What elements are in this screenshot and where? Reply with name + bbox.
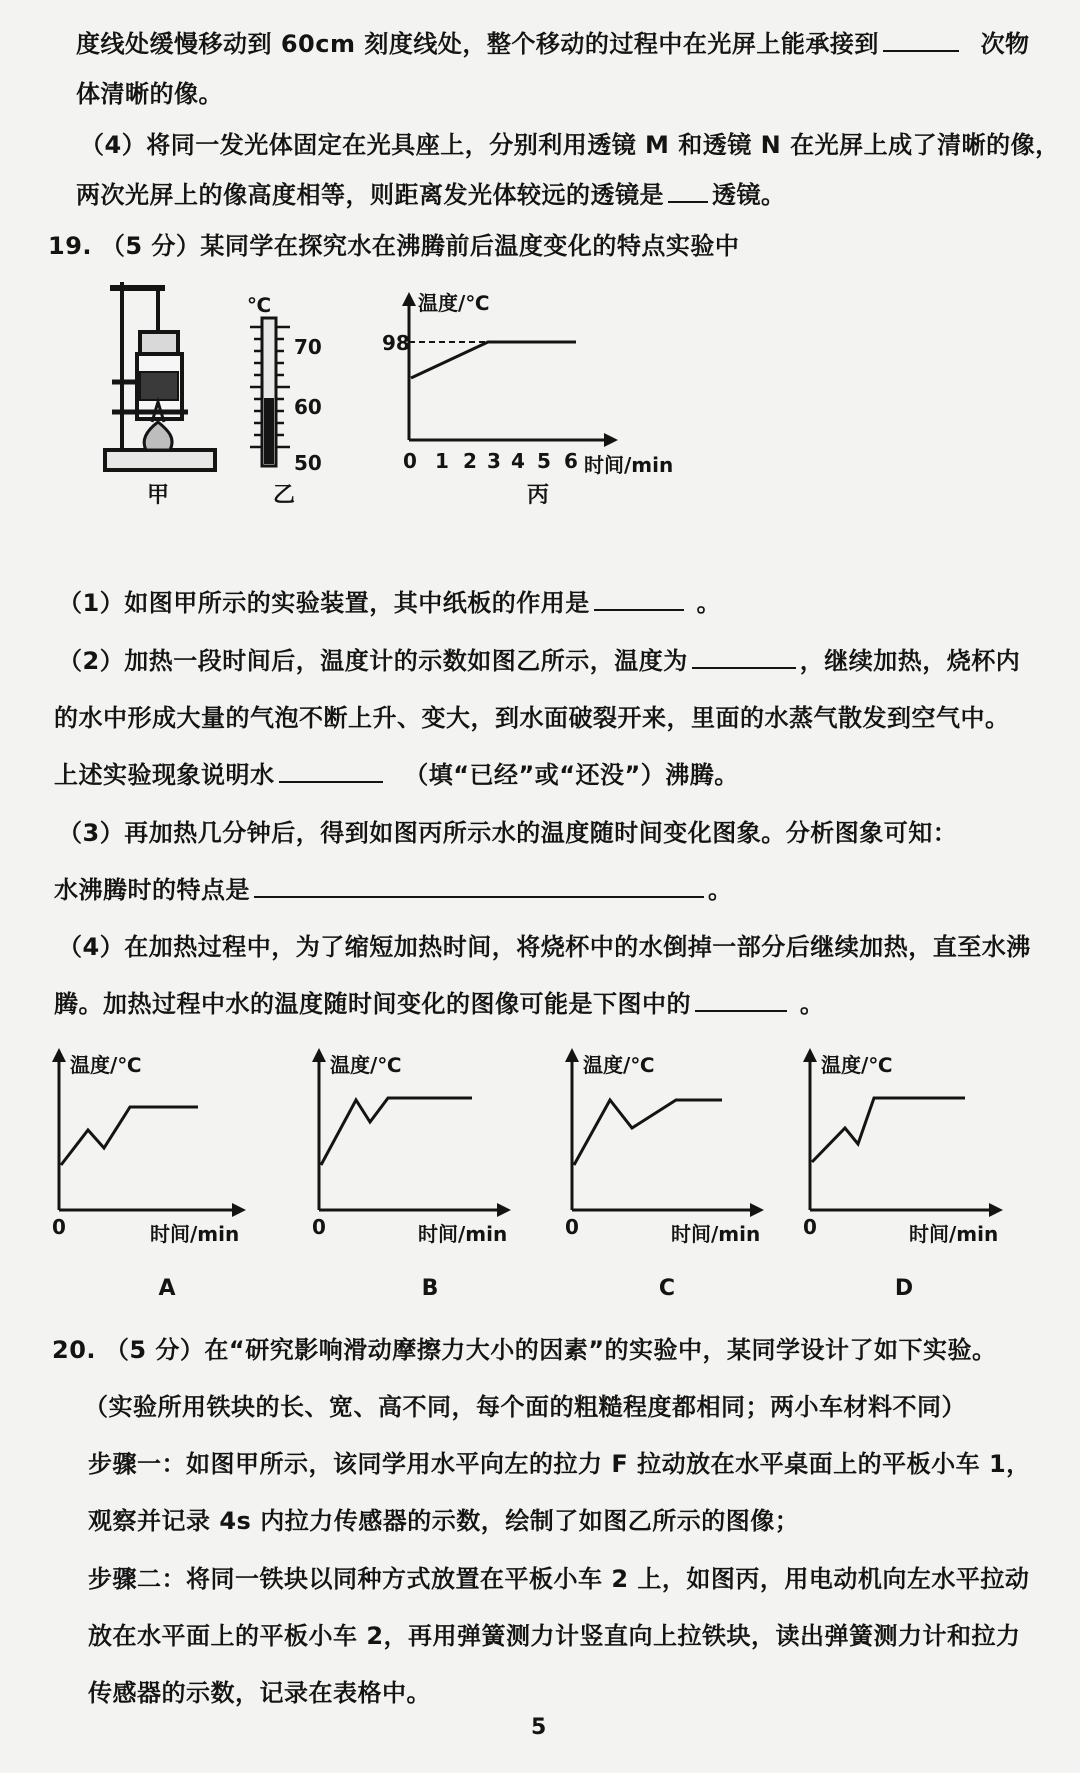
q19-part4-line2: 腾。加热过程中水的温度随时间变化的图像可能是下图中的 。 bbox=[54, 986, 824, 1022]
answer-blank[interactable] bbox=[692, 643, 796, 669]
option-c-xlabel: 时间/min bbox=[671, 1222, 761, 1246]
option-d-origin: 0 bbox=[803, 1215, 817, 1239]
answer-blank[interactable] bbox=[279, 757, 383, 783]
option-c-ylabel: 温度/℃ bbox=[583, 1053, 655, 1077]
graph-x-tick: 6 bbox=[564, 449, 578, 473]
option-a-label[interactable]: A bbox=[158, 1276, 176, 1301]
q18-line1: 度线处缓慢移动到 60cm 刻度线处，整个移动的过程中在光屏上能承接到 次物 bbox=[76, 26, 1030, 62]
q19-option-graphs bbox=[0, 1040, 1080, 1315]
q19-part3-line2: 水沸腾时的特点是 。 bbox=[54, 872, 733, 908]
x-axis-arrow-icon bbox=[604, 433, 618, 447]
arrow-right-icon bbox=[232, 1203, 246, 1217]
graph-x-tick: 2 bbox=[463, 449, 477, 473]
option-b-xlabel: 时间/min bbox=[418, 1222, 508, 1246]
q20-title: 20. （5 分）在“研究影响滑动摩擦力大小的因素”的实验中，某同学设计了如下实验。 bbox=[52, 1336, 997, 1364]
graph-x-tick: 1 bbox=[435, 449, 449, 473]
q20-note: （实验所用铁块的长、宽、高不同，每个面的粗糙程度都相同；两小车材料不同） bbox=[84, 1393, 966, 1421]
temperature-time-graph bbox=[382, 291, 673, 477]
figure-bing-label: 丙 bbox=[526, 483, 550, 508]
graph-x-tick: 3 bbox=[487, 449, 501, 473]
page-number: 5 bbox=[531, 1715, 547, 1740]
figure-yi-label: 乙 bbox=[272, 483, 296, 508]
q19-title: 19. （5 分）某同学在探究水在沸腾前后温度变化的特点实验中 bbox=[48, 232, 740, 260]
option-a-xlabel: 时间/min bbox=[150, 1222, 240, 1246]
q19-part2-line3: 上述实验现象说明水 （填“已经”或“还没”）沸腾。 bbox=[54, 757, 739, 793]
thermometer-tick-50: 50 bbox=[294, 451, 322, 475]
q20-step2-line1: 步骤二：将同一铁块以同种方式放置在平板小车 2 上，如图丙，用电动机向左水平拉动 bbox=[88, 1565, 1030, 1593]
graph-ylabel: 温度/℃ bbox=[418, 291, 490, 315]
q20-step1-line1: 步骤一：如图甲所示，该同学用水平向左的拉力 F 拉动放在水平桌面上的平板小车 1， bbox=[88, 1450, 1031, 1478]
option-b-curve bbox=[321, 1098, 472, 1165]
q19-part1: （1）如图甲所示的实验装置，其中纸板的作用是 。 bbox=[58, 585, 721, 621]
arrow-right-icon bbox=[497, 1203, 511, 1217]
graph-temperature-line bbox=[411, 342, 576, 378]
option-d-label[interactable]: D bbox=[894, 1276, 914, 1301]
answer-blank[interactable] bbox=[594, 585, 684, 611]
option-b-ylabel: 温度/℃ bbox=[330, 1053, 402, 1077]
graph-x-tick: 5 bbox=[537, 449, 551, 473]
q19-figures bbox=[0, 270, 1080, 515]
q18-part4-line1: （4）将同一发光体固定在光具座上，分别利用透镜 M 和透镜 N 在光屏上成了清晰的像， bbox=[80, 131, 1060, 159]
arrow-up-icon bbox=[312, 1048, 326, 1062]
graph-xlabel: 时间/min bbox=[584, 453, 674, 477]
q20-step2-line2: 放在水平面上的平板小车 2，再用弹簧测力计竖直向上拉铁块，读出弹簧测力计和拉力 bbox=[88, 1622, 1021, 1650]
graph-x-tick: 4 bbox=[511, 449, 525, 473]
q19-part2-line1: （2）加热一段时间后，温度计的示数如图乙所示，温度为 ，继续加热，烧杯内 bbox=[58, 643, 1020, 679]
arrow-up-icon bbox=[803, 1048, 817, 1062]
option-d-curve bbox=[812, 1098, 965, 1162]
q19-part2-line2: 的水中形成大量的气泡不断上升、变大，到水面破裂开来，里面的水蒸气散发到空气中。 bbox=[54, 704, 1010, 732]
q20-step1-line2: 观察并记录 4s 内拉力传感器的示数，绘制了如图乙所示的图像； bbox=[88, 1507, 800, 1535]
thermometer-tick-60: 60 bbox=[294, 395, 322, 419]
arrow-right-icon bbox=[750, 1203, 764, 1217]
answer-blank[interactable] bbox=[254, 872, 704, 898]
q18-line2: 体清晰的像。 bbox=[76, 80, 223, 108]
option-c-curve bbox=[574, 1100, 722, 1165]
figure-jia-label: 甲 bbox=[146, 483, 170, 508]
option-a-curve bbox=[61, 1107, 198, 1165]
answer-blank[interactable] bbox=[695, 986, 787, 1012]
option-c-origin: 0 bbox=[565, 1215, 579, 1239]
option-d-ylabel: 温度/℃ bbox=[821, 1053, 893, 1077]
option-c-label[interactable]: C bbox=[658, 1276, 676, 1301]
arrow-up-icon bbox=[565, 1048, 579, 1062]
thermometer-unit: ℃ bbox=[246, 293, 272, 317]
q20-step2-line3: 传感器的示数，记录在表格中。 bbox=[88, 1679, 431, 1707]
q18-part4-line2: 两次光屏上的像高度相等，则距离发光体较远的透镜是 透镜。 bbox=[76, 177, 786, 213]
graph-x-tick: 0 bbox=[403, 449, 417, 473]
thermometer-figure bbox=[247, 293, 322, 475]
arrow-up-icon bbox=[52, 1048, 66, 1062]
y-axis-arrow-icon bbox=[402, 292, 416, 306]
q19-part4-line1: （4）在加热过程中，为了缩短加热时间，将烧杯中的水倒掉一部分后继续加热，直至水沸 bbox=[58, 933, 1031, 961]
option-b-label[interactable]: B bbox=[421, 1276, 439, 1301]
graph-y-tick-98: 98 bbox=[382, 331, 410, 355]
thermometer-tick-70: 70 bbox=[294, 335, 322, 359]
boiling-apparatus-figure bbox=[105, 282, 215, 470]
option-a-ylabel: 温度/℃ bbox=[70, 1053, 142, 1077]
answer-blank[interactable] bbox=[668, 177, 708, 203]
option-d-xlabel: 时间/min bbox=[909, 1222, 999, 1246]
q19-part3-line1: （3）再加热几分钟后，得到如图丙所示水的温度随时间变化图象。分析图象可知： bbox=[58, 819, 958, 847]
option-a-origin: 0 bbox=[52, 1215, 66, 1239]
arrow-right-icon bbox=[989, 1203, 1003, 1217]
answer-blank[interactable] bbox=[883, 26, 959, 52]
option-b-origin: 0 bbox=[312, 1215, 326, 1239]
